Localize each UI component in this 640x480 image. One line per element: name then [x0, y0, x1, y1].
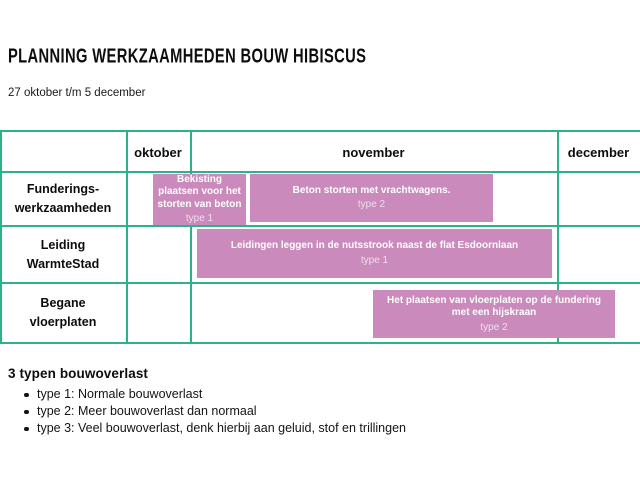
legend-item-type1: type 1: Normale bouwoverlast	[22, 386, 406, 403]
grid-line-okt-nov	[190, 130, 192, 344]
legend-heading: 3 typen bouwoverlast	[8, 366, 149, 381]
column-header-oktober: oktober	[134, 144, 182, 160]
task-text: Beton storten met vrachtwagens.	[292, 184, 451, 196]
row-label-line: WarmteStad	[26, 256, 100, 271]
legend-list	[22, 386, 406, 437]
row-label-begane-vloerplaten	[0, 283, 126, 343]
task-bar-leidingen-leggen	[197, 229, 552, 278]
column-header-november: november	[342, 144, 405, 160]
page-title: PLANNING WERKZAAMHEDEN BOUW HIBISCUS	[8, 46, 367, 68]
row-label-funderingswerkzaamheden	[0, 172, 126, 226]
row-label-line: werkzaamheden	[14, 201, 112, 215]
task-text: Bekisting plaatsen voor het storten van beton	[157, 173, 242, 210]
task-type-badge: type 2	[480, 321, 508, 333]
period-subtitle: 27 oktober t/m 5 december	[8, 87, 146, 99]
grid-line-top	[0, 130, 640, 132]
legend-item-type3: type 3: Veel bouwoverlast, denk hierbij aan geluid, stof en trillingen	[22, 420, 406, 437]
row-label-line: Funderings-	[26, 182, 100, 196]
task-type-badge: type 1	[185, 213, 214, 225]
row-label-line: Leiding	[40, 237, 86, 252]
legend-item-type2: type 2: Meer bouwoverlast dan normaal	[22, 403, 406, 420]
task-type-badge: type 1	[360, 254, 389, 266]
column-header-december: december	[567, 144, 630, 160]
row-label-line: vloerplaten	[29, 315, 97, 329]
task-bar-vloerplaten-plaatsen	[373, 290, 615, 338]
row-label-leiding-warmtestad	[0, 226, 126, 283]
grid-line-labels-right	[126, 130, 128, 344]
task-type-badge: type 2	[357, 199, 386, 211]
task-bar-bekisting-plaatsen	[153, 174, 246, 225]
task-text: Leidingen leggen in de nutsstrook naast de flat Esdoornlaan	[230, 240, 519, 252]
task-bar-beton-storten	[250, 174, 493, 222]
row-label-line: Begane	[40, 296, 86, 310]
task-text: Het plaatsen van vloerplaten op de fundering met een hijskraan	[387, 294, 601, 318]
